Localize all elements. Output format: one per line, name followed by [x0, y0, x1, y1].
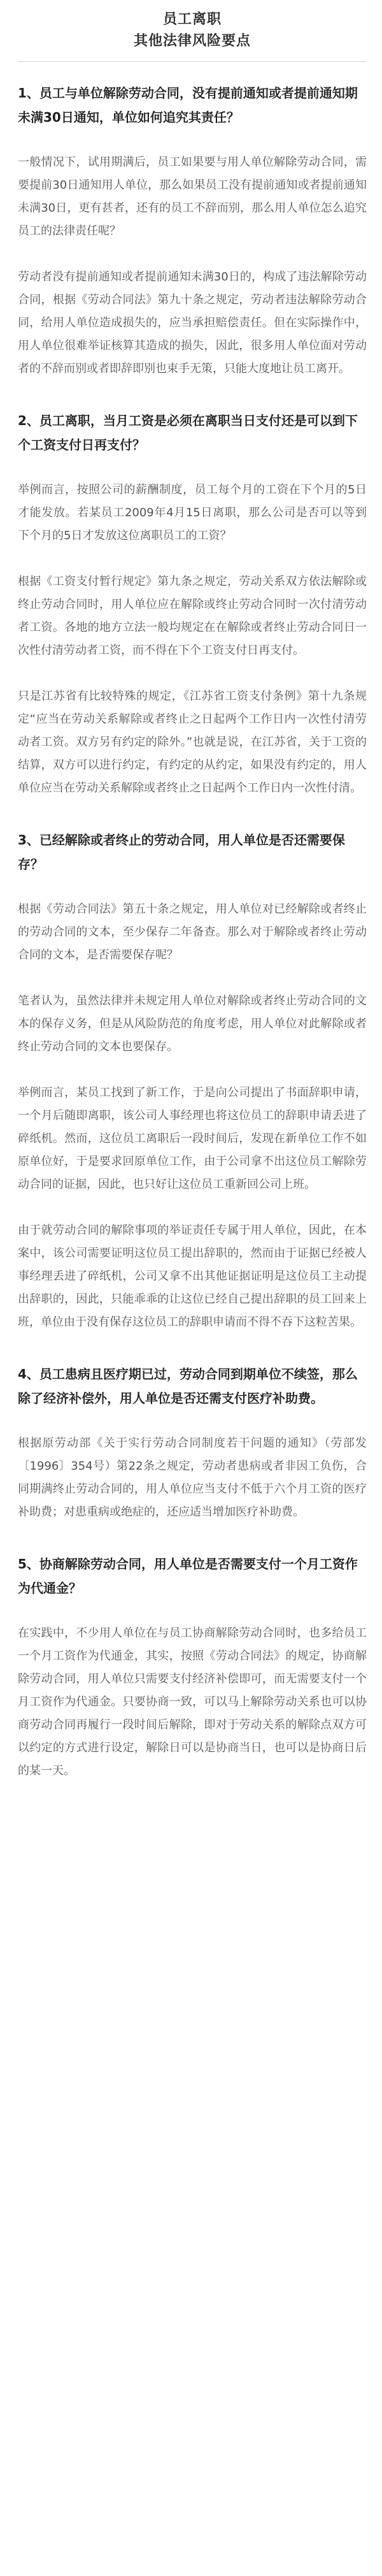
- paragraph: 劳动者没有提前通知或者提前通知未满30日的，构成了违法解除劳动合同，根据《劳动合同法》第九十条之规定，劳动者违法解除劳动合同，给用人单位造成损失的，应当承担赔偿责任。但在实际操作中，用人单位很难举证核算其造成的损失，因此，很多用人单位面对劳动者的不辞而别或者即辞即别也束手无策，只能大度地让员工离开。: [18, 270, 367, 375]
- paragraph: 一般情况下，试用期满后，员工如果要与用人单位解除劳动合同，需要提前30日通知用人单位，那么如果员工没有提前通知或者提前通知未满30日，更有甚者，还有的员工不辞而别，那么用人单位怎么追究员工的法律责任呢？: [18, 156, 367, 238]
- paragraph: 举例而言，按照公司的薪酬制度，员工每个月的工资在下个月的5日才能发放。若某员工2009年4月15日离职，那么公司是否可以等到下个月的5日才发放这位离职员工的工资？: [18, 483, 367, 542]
- paragraph: 只是江苏省有比较特殊的规定，《江苏省工资支付条例》第十九条规定“应当在劳动关系解除或者终止之日起两个工作日内一次性付清劳动者工资。双方另有约定的除外。”也就是说，在江苏省，关于工资的结算，双方可以进行约定，有约定的从约定，如果没有约定的，用人单位应当在劳动关系解除或者终止之日起两个工作日内一次性付清。: [18, 690, 367, 795]
- paragraph: 根据原劳动部《关于实行劳动合同制度若干问题的通知》（劳部发〔1996〕354号）第22条之规定，劳动者患病或者非因工负伤，合同期满终止劳动合同的，用人单位应当支付不低于六个月工资的医疗补助费；对患重病或绝症的，还应适当增加医疗补助费。: [18, 1436, 367, 1519]
- paragraph: 举例而言，某员工找到了新工作，于是向公司提出了书面辞职申请，一个月后随即离职，该公司人事经理也将这位员工的辞职申请丢进了碎纸机。然而，这位员工离职后一段时间后，发现在新单位工作不如原单位好，于是要求回原单位工作，由于公司拿不出这位员工解除劳动合同的证据，因此，也只好让这位员工重新回公司上班。: [18, 1086, 367, 1191]
- section-heading: 1、员工与单位解除劳动合同，没有提前通知或者提前通知期未满30日通知，单位如何追究其责任？: [18, 85, 358, 125]
- paragraph: 根据《工资支付暂行规定》第九条之规定，劳动关系双方依法解除或终止劳动合同时，用人单位应在解除或终止劳动合同时一次付清劳动者工资。各地的地方立法一般均规定在在解除或者终止劳动合同日一次性付清劳动者工资，而不得在下个工资支付日再支付。: [18, 575, 367, 657]
- article-body: [18, 81, 367, 1783]
- section-heading: 5、协商解除劳动合同，用人单位是否需要支付一个月工资作为代通金？: [18, 1556, 358, 1596]
- section-heading: 2、员工离职，当月工资是必须在离职当日支付还是可以到下个工资支付日再支付？: [18, 413, 358, 452]
- section-heading: 4、员工患病且医疗期已过，劳动合同到期单位不续签，那么除了经济补偿外，用人单位是否还需支付医疗补助费。: [18, 1366, 358, 1406]
- article-header: [18, 0, 367, 61]
- paragraph: 根据《劳动合同法》第五十条之规定，用人单位对已经解除或者终止的劳动合同的文本，至少保存二年备查。那么对于解除或者终止劳动合同的文本，是否需要保存呢？: [18, 902, 367, 962]
- page-title: 员工离职: [162, 11, 222, 27]
- page-subtitle: 其他法律风险要点: [133, 33, 251, 49]
- paragraph: 由于就劳动合同的解除事项的举证责任专属于用人单位，因此，在本案中，该公司需要证明这位员工提出辞职的，然而由于证据已经被人事经理丢进了碎纸机，公司又拿不出其他证据证明是这位员工主动提出辞职的，因此，只能乖乖的让这位已经自己提出辞职的员工回来上班，单位由于没有保存这位员工的辞职申请而不得不吞下这粒苦果。: [18, 1224, 367, 1329]
- paragraph: 在实践中，不少用人单位在与员工协商解除劳动合同时，也多给员工一个月工资作为代通金，其实，按照《劳动合同法》的规定，协商解除劳动合同，用人单位只需要支付经济补偿即可，而无需要支付一个月工资作为代通金。只要协商一致，可以马上解除劳动关系也可以协商劳动合同再履行一段时间后解除，即对于劳动关系的解除点双方可以约定的方式进行设定，解除日可以是协商当日，也可以是协商日后的某一天。: [18, 1626, 367, 1777]
- header-divider: [18, 61, 367, 62]
- paragraph: 笔者认为，虽然法律并未规定用人单位对解除或者终止劳动合同的文本的保存义务，但是从风险防范的角度考虑，用人单位对此解除或者终止劳动合同的文本也要保存。: [18, 994, 367, 1053]
- section-heading: 3、已经解除或者终止的劳动合同，用人单位是否还需要保存？: [18, 832, 345, 872]
